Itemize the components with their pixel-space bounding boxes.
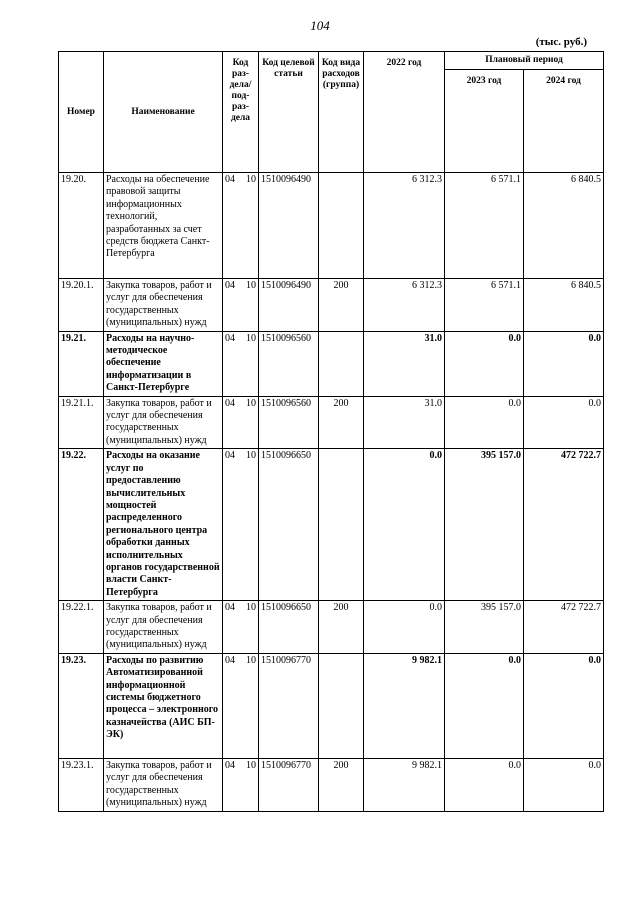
- row-section-code: [223, 449, 259, 601]
- row-expense-code: [319, 173, 364, 279]
- subsection-code: 10: [246, 280, 256, 291]
- row-section-code: [223, 331, 259, 396]
- table-row: [59, 653, 604, 758]
- table-row: [59, 279, 604, 332]
- section-code: 04: [225, 602, 235, 614]
- row-value-2024: 0.0: [524, 396, 604, 449]
- row-name: Закупка товаров, работ и услуг для обеспечения государственных (муниципальных) нужд: [104, 758, 223, 811]
- section-code: 04: [225, 450, 235, 462]
- header-2023: 2023 год: [445, 70, 524, 173]
- page-number: 104: [310, 18, 330, 33]
- row-value-2024: 472 722.7: [524, 449, 604, 601]
- row-section-code: [223, 396, 259, 449]
- header-expense: Код вида расходов (группа): [319, 52, 364, 173]
- section-code: 04: [225, 759, 235, 771]
- subsection-code: 10: [246, 602, 256, 614]
- row-value-2024: 0.0: [524, 758, 604, 811]
- row-number: 19.23.1.: [59, 758, 104, 811]
- row-section-code: [223, 279, 259, 332]
- section-code: 04: [225, 280, 235, 291]
- row-section-code: [223, 653, 259, 758]
- row-value-2023: 0.0: [445, 396, 524, 449]
- row-target-code: 1510096650: [259, 449, 319, 601]
- row-value-2022: 9 982.1: [364, 758, 445, 811]
- row-name: Закупка товаров, работ и услуг для обеспечения государственных (муниципальных) нужд: [104, 279, 223, 332]
- section-code: 04: [225, 332, 235, 344]
- row-name: Расходы на оказание услуг по предоставлению вычислительных мощностей распределенного регионального центра обработки данных исполнительных органов государственной власти Санкт-Петербурга: [104, 449, 223, 601]
- subsection-code: 10: [246, 332, 256, 344]
- row-value-2024: 0.0: [524, 331, 604, 396]
- row-section-code: [223, 758, 259, 811]
- row-value-2023: 395 157.0: [445, 449, 524, 601]
- subsection-code: 10: [246, 450, 256, 462]
- section-code: 04: [225, 654, 235, 666]
- table-row: [59, 449, 604, 601]
- row-number: 19.21.: [59, 331, 104, 396]
- row-target-code: 1510096560: [259, 331, 319, 396]
- row-number: 19.20.: [59, 173, 104, 279]
- table-row: [59, 396, 604, 449]
- row-value-2022: 6 312.3: [364, 173, 445, 279]
- row-value-2022: 9 982.1: [364, 653, 445, 758]
- row-expense-code: 200: [319, 601, 364, 654]
- row-target-code: 1510096770: [259, 653, 319, 758]
- row-name: Расходы по развитию Автоматизированной информационной системы бюджетного процесса – электронного казначейства (АИС БП-ЭК): [104, 653, 223, 758]
- row-value-2024: 0.0: [524, 653, 604, 758]
- header-2022: 2022 год: [364, 52, 445, 173]
- row-name: Закупка товаров, работ и услуг для обеспечения государственных (муниципальных) нужд: [104, 396, 223, 449]
- units-label: (тыс. руб.): [535, 36, 587, 48]
- row-value-2023: 0.0: [445, 758, 524, 811]
- row-expense-code: 200: [319, 279, 364, 332]
- row-target-code: 1510096650: [259, 601, 319, 654]
- row-number: 19.22.1.: [59, 601, 104, 654]
- table-row: [59, 173, 604, 279]
- header-plan-period: Плановый период: [445, 52, 604, 70]
- row-value-2023: 0.0: [445, 653, 524, 758]
- row-value-2023: 0.0: [445, 331, 524, 396]
- row-name: Расходы на обеспечение правовой защиты информационных технологий, разработанных за счет средств бюджета Санкт-Петербурга: [104, 173, 223, 279]
- subsection-code: 10: [246, 397, 256, 409]
- header-number: Номер: [59, 52, 104, 173]
- row-name: Закупка товаров, работ и услуг для обеспечения государственных (муниципальных) нужд: [104, 601, 223, 654]
- row-target-code: 1510096490: [259, 279, 319, 332]
- row-expense-code: [319, 653, 364, 758]
- section-code: 04: [225, 174, 235, 185]
- row-expense-code: [319, 331, 364, 396]
- row-expense-code: 200: [319, 396, 364, 449]
- row-value-2022: 31.0: [364, 396, 445, 449]
- row-value-2023: 6 571.1: [445, 279, 524, 332]
- row-value-2023: 395 157.0: [445, 601, 524, 654]
- row-expense-code: 200: [319, 758, 364, 811]
- section-code: 04: [225, 397, 235, 409]
- subsection-code: 10: [246, 174, 256, 185]
- row-value-2024: 472 722.7: [524, 601, 604, 654]
- row-target-code: 1510096560: [259, 396, 319, 449]
- header-2024: 2024 год: [524, 70, 604, 173]
- table-row: [59, 601, 604, 654]
- row-name: Расходы на научно-методическое обеспечение информатизации в Санкт-Петербурге: [104, 331, 223, 396]
- row-section-code: [223, 601, 259, 654]
- row-number: 19.20.1.: [59, 279, 104, 332]
- row-value-2022: 6 312.3: [364, 279, 445, 332]
- row-value-2023: 6 571.1: [445, 173, 524, 279]
- row-section-code: [223, 173, 259, 279]
- row-value-2024: 6 840.5: [524, 173, 604, 279]
- table-row: [59, 331, 604, 396]
- budget-table: [58, 51, 604, 812]
- row-expense-code: [319, 449, 364, 601]
- row-value-2022: 0.0: [364, 449, 445, 601]
- row-value-2022: 31.0: [364, 331, 445, 396]
- subsection-code: 10: [246, 654, 256, 666]
- header-target: Код целевой статьи: [259, 52, 319, 173]
- row-number: 19.21.1.: [59, 396, 104, 449]
- row-target-code: 1510096770: [259, 758, 319, 811]
- row-target-code: 1510096490: [259, 173, 319, 279]
- header-name: Наименование: [104, 52, 223, 173]
- table-row: [59, 758, 604, 811]
- subsection-code: 10: [246, 759, 256, 771]
- row-value-2024: 6 840.5: [524, 279, 604, 332]
- row-number: 19.22.: [59, 449, 104, 601]
- row-number: 19.23.: [59, 653, 104, 758]
- header-section: Код раз-дела/ под-раз-дела: [223, 52, 259, 173]
- row-value-2022: 0.0: [364, 601, 445, 654]
